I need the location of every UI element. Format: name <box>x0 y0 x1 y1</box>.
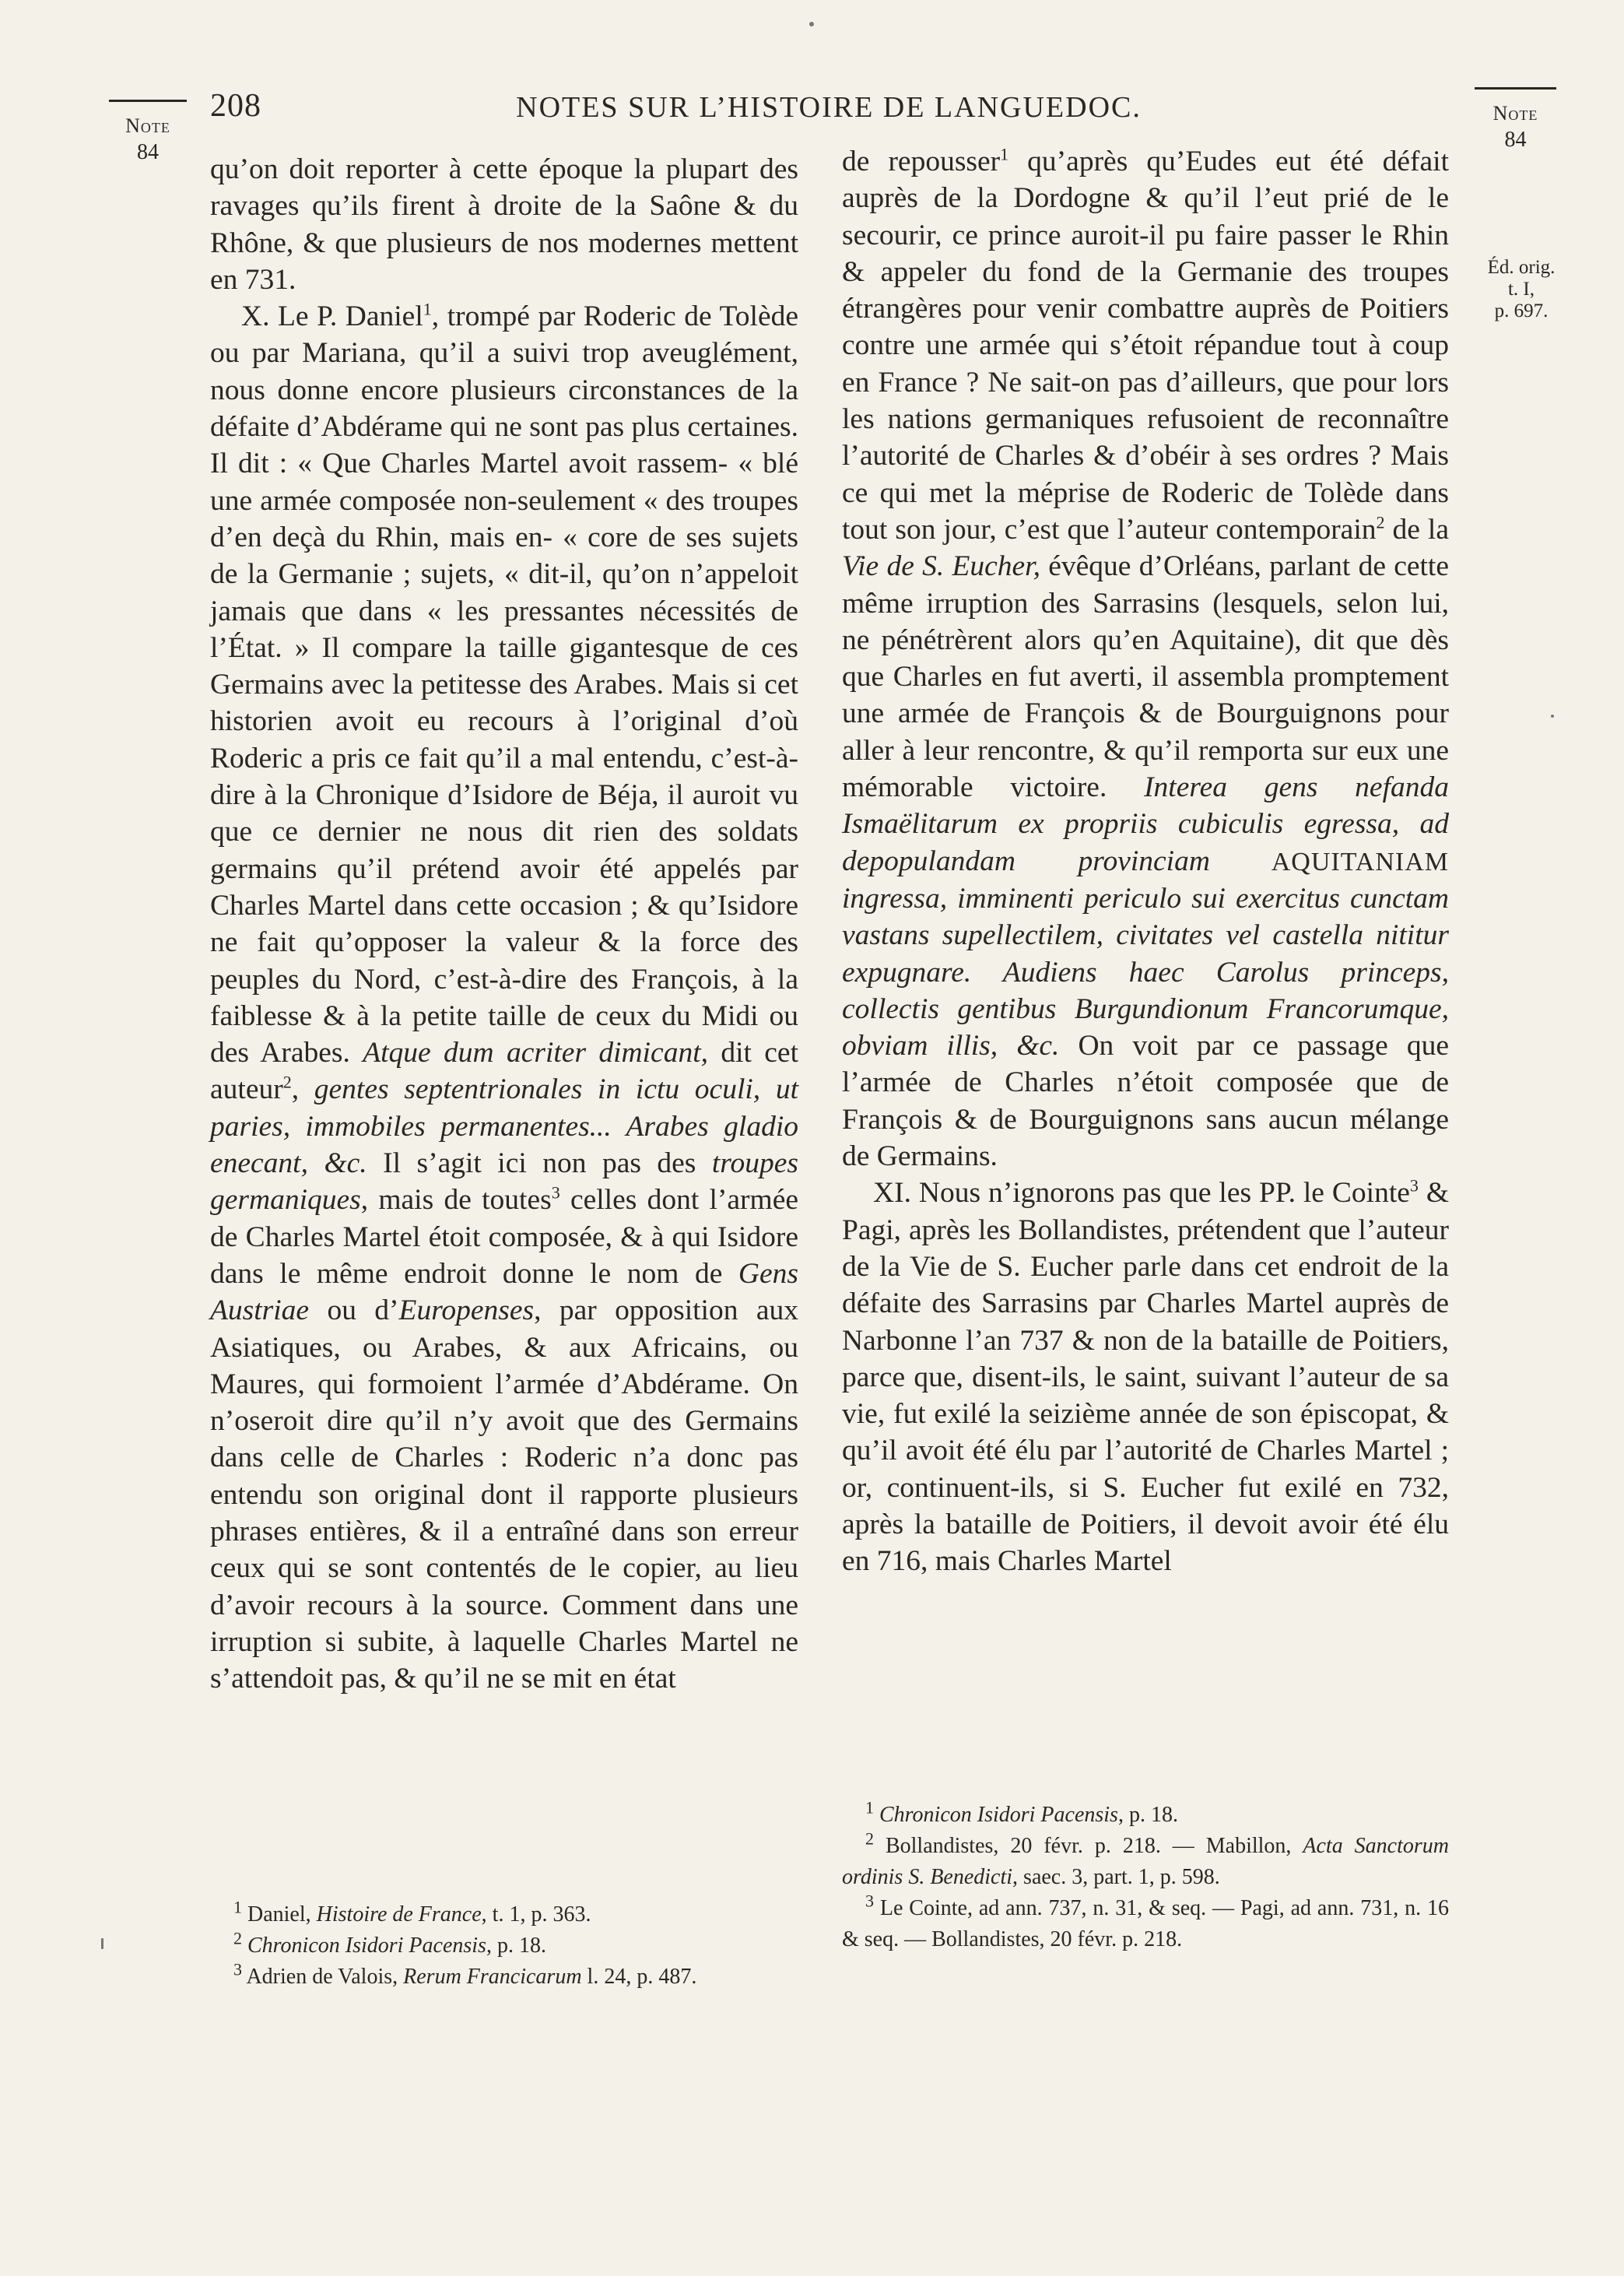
capitals-word: AQUITANIAM <box>1209 847 1449 876</box>
ed-orig-line: Éd. orig. <box>1487 257 1556 278</box>
text-run: Bollandistes, 20 févr. p. 218. — Mabillon, <box>874 1834 1303 1858</box>
footnote-number: 3 <box>865 1891 874 1911</box>
footnote-ref: 3 <box>1409 1175 1419 1196</box>
text-run: , t. 1, p. 363. <box>481 1902 591 1927</box>
text-run: dit cet auteur <box>210 1037 799 1106</box>
italic-phrase: Europenses <box>398 1294 535 1327</box>
footnote-number: 3 <box>233 1959 242 1979</box>
text-run: , mais de toutes <box>360 1184 552 1217</box>
print-speck <box>1551 715 1554 718</box>
footnote <box>210 1930 798 1962</box>
italic-title: Rerum Francicarum <box>403 1965 582 1989</box>
text-run: On voit par ce passage que l’armée de Charles n’étoit composée que de François & de Bourguignons sans aucun mélange de Germains. <box>842 1030 1449 1173</box>
footnote-ref: 2 <box>282 1072 292 1092</box>
text-run: , p. 18. <box>1117 1803 1178 1827</box>
italic-title: Chronicon Isidori Pacensis <box>874 1803 1118 1827</box>
text-run: , trompé par Roderic de Tolède ou par Mariana, qu’il a suivi trop aveuglément, nous donne encore plusieurs circonstances de la défaite d’Abdérame qui ne sont pas plus certaines. Il dit : « Que Charles Martel avoit rassem- « blé une armée composée non-seulement « des troupes d’en deçà du Rhin, mais en- « core de ses sujets de la Germanie ; sujets, « dit-il, qu’on n’appeloit jamais que dans « les pressantes nécessités de l’État. » Il compare la taille gigantesque de ces Germains avec la petitesse des Arabes. Mais si cet historien avoit eu recours à l’original d’où Roderic a pris ce fait qu’il a mal entendu, c’est-à-dire à la Chronique d’Isidore de Béja, il auroit vu que ce dernier ne nous dit rien des soldats germains qu’il prétend avoir été appelés par Charles Martel dans cette occasion ; & qu’Isidore ne fait qu’opposer la valeur & la force des peuples du Nord, c’est-à-dire des François, à la faiblesse & à la petite taille de ceux du Midi ou des Arabes. <box>210 300 798 1070</box>
left-column <box>210 151 798 1697</box>
print-speck <box>101 1938 103 1949</box>
note-label: Note <box>1492 102 1538 125</box>
text-run: ou d’ <box>309 1294 399 1327</box>
italic-title: Acta Sanctorum ordinis S. Benedicti <box>842 1834 1449 1889</box>
footnote-ref: 2 <box>1376 512 1385 532</box>
text-run: qu’après qu’Eudes eut été défait auprès de la Dordogne & qu’il l’eut prié de le secourir, ce prince auroit-il pu faire passer le Rhin & appeler du fond de la Germanie des troupes étrangères pour venir combattre auprès de Poitiers contre une armée qui s’étoit répandue tout à coup en France ? Ne sait-on pas d’ailleurs, que pour lors les nations germaniques refusoient de reconnaître l’autorité de Charles & d’obéir à ses ordres ? Mais ce qui met la méprise de Roderic de Tolède dans tout son jour, c’est que l’auteur contemporain <box>842 146 1449 546</box>
text-run: Le Cointe, ad ann. 737, n. 31, & seq. — Pagi, ad ann. 731, n. 16 & seq. — Bollandistes, 20 févr. p. 218. <box>842 1896 1449 1951</box>
footnote <box>842 1828 1449 1893</box>
margin-rule <box>1475 87 1556 90</box>
text-run: évêque d’Orléans, parlant de cette même irruption des Sarrasins (lesquels, selon lui, ne pénétrèrent alors qu’en Aquitaine), dit que dès que Charles en fut averti, il assembla promptement une armée de François & de Bourguignons pour aller à leur rencontre, & qu’il remporta sur eux une mémorable victoire. <box>842 550 1449 804</box>
note-number: 84 <box>137 140 159 164</box>
note-label: Note <box>125 114 170 137</box>
page-number: 208 <box>210 88 261 124</box>
text-run: Adrien de Valois, <box>242 1965 404 1989</box>
text-run: , p. 18. <box>486 1934 546 1958</box>
footnote-ref: 3 <box>551 1182 560 1203</box>
running-title: NOTES SUR L’HISTOIRE DE LANGUEDOC. <box>516 91 1142 124</box>
footnote <box>842 1797 1449 1831</box>
text-run: de la <box>1384 513 1449 546</box>
text-run: X. Le P. Daniel <box>241 300 423 333</box>
footnotes-left <box>210 1899 798 1993</box>
text-run: de repousser <box>842 146 1001 177</box>
paragraph-section-xi <box>842 1175 1449 1579</box>
text-run: Il s’agit ici non pas des <box>367 1147 712 1180</box>
right-column <box>842 143 1449 1580</box>
paragraph: qu’on doit reporter à cette époque la plupart des ravages qu’ils firent à droite de la Saône & du Rhône, & que plusieurs de nos modernes mettent en 731. <box>210 153 798 296</box>
footnotes-right <box>842 1797 1449 1955</box>
footnote <box>210 1959 798 1993</box>
latin-quote: Interea gens nefanda Ismaëlitarum ex propriis cubiculis egressa, ad depopulandam provinciam <box>842 771 1449 877</box>
text-run: , saec. 3, part. 1, p. 598. <box>1012 1865 1220 1889</box>
note-number: 84 <box>1504 128 1527 152</box>
text-run: l. 24, p. 487. <box>581 1965 697 1989</box>
text-run: & Pagi, après les Bollandistes, prétendent que l’auteur de la Vie de S. Eucher parle dans cet endroit de la défaite des Sarrasins par Charles Martel auprès de Narbonne l’an 737 & non de la bataille de Poitiers, parce que, disent-ils, le saint, suivant l’auteur de sa vie, fut exilé la seizième année de son épiscopat, & qu’il avoit été élu par l’autorité de Charles Martel ; or, continuent-ils, si S. Eucher fut exilé en 732, après la bataille de Poitiers, il devoit avoir été élu en 716, mais Charles Martel <box>842 1177 1449 1578</box>
text-run: , par opposition aux Asiatiques, ou Arabes, & aux Africains, ou Maures, qui formoient l’armée d’Abdérame. On n’oseroit dire qu’il n’y avoit que des Germains dans celle de Charles : Roderic n’a donc pas entendu son original dont il rapporte plusieurs phrases entières, & il a entraîné dans son erreur ceux qui se sont contentés de le copier, au lieu d’avoir recours à la source. Comment dans une irruption si subite, à laquelle Charles Martel ne s’attendoit pas, & qu’il ne se mit en état <box>210 1294 798 1695</box>
footnote-number: 1 <box>865 1797 874 1818</box>
footnote <box>210 1899 798 1930</box>
italic-title: Chronicon Isidori Pacensis <box>242 1934 486 1958</box>
margin-note-right <box>1475 87 1556 153</box>
footnote-ref: 1 <box>423 299 432 319</box>
margin-note-left <box>109 100 187 166</box>
italic-title: Histoire de France <box>316 1902 482 1927</box>
text-run: XI. Nous n’ignorons pas que les PP. le Cointe <box>873 1177 1410 1210</box>
ed-orig-line: p. 697. <box>1494 300 1549 321</box>
italic-phrase: Gens Austriae <box>210 1257 798 1327</box>
paragraph-section-x <box>210 298 798 1697</box>
footnote-number: 1 <box>233 1897 242 1917</box>
text-run: celles dont l’armée de Charles Martel étoit composée, & à qui Isidore dans le même endroit donne le nom de <box>210 1184 798 1290</box>
latin-quote: ingressa, imminenti periculo sui exercitus cunctam vastans supellectilem, civitates vel castella nititur expugnare. Audiens haec Carolus princeps, collectis gentibus Burgundionum Francorumque, obviam illis, &c. <box>842 882 1449 1062</box>
footnote-number: 2 <box>865 1828 874 1849</box>
italic-title: Vie de S. Eucher, <box>842 550 1040 583</box>
footnote-number: 2 <box>233 1928 242 1948</box>
latin-quote: gentes septentrionales in ictu oculi, ut paries, immobiles permanentes... Arabes gladio enecant, &c. <box>210 1073 799 1180</box>
paragraph <box>842 143 1449 1175</box>
margin-rule <box>109 100 187 102</box>
footnote-ref: 1 <box>1000 144 1009 164</box>
italic-phrase: troupes germaniques <box>210 1147 798 1217</box>
page-header <box>195 87 1463 134</box>
latin-quote: Atque dum acriter dimicant, <box>363 1037 708 1070</box>
print-speck <box>809 22 814 26</box>
text-run: , <box>291 1073 314 1106</box>
original-edition-reference <box>1463 257 1580 322</box>
ed-orig-line: t. I, <box>1507 279 1535 300</box>
footnote <box>842 1893 1449 1955</box>
text-run: Daniel, <box>242 1902 317 1927</box>
